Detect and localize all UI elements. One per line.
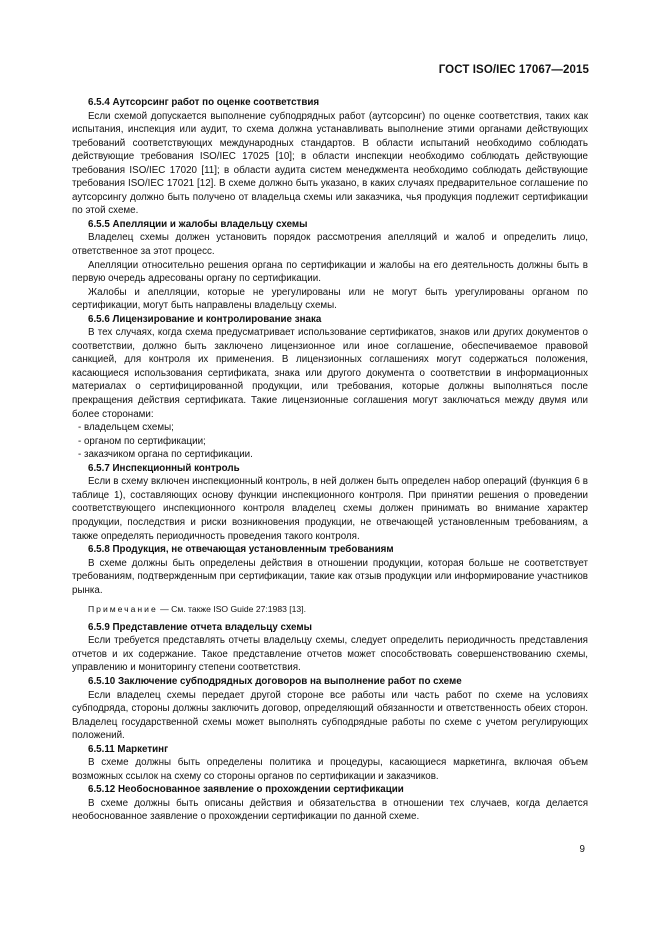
paragraph: В тех случаях, когда схема предусматривает использование сертификатов, знаков или других документов о соответствии, должно быть заключено лицензионное или иное соглашение, обеспечиваемое правовой санкцией, для контроля их применения. В лицензионных соглашениях могут содержаться положения, касающиеся использования сертификата, знака или другого документа о соответствии в информационных материалах о сертифицированной продукции, или требования, которые должны выполняться после прекращения действия сертификата. Такие лицензионные соглашения могут заключаться между двумя или более сторонами: <box>72 327 588 420</box>
note-text: — См. также ISO Guide 27:1983 [13]. <box>157 604 306 615</box>
section-heading-6-5-10: 6.5.10 Заключение субподрядных договоров на выполнение работ по схеме <box>88 675 462 687</box>
paragraph: Если в схему включен инспекционный контроль, в ней должен быть определен набор операций (функция 6 в таблице 1), составляющих основу функции инспекционного контроля. При принятии решения о проведении соответствующего инспекционного контроля владелец схемы должен принимать во внимание характер продукции, последствия и риски возникновения продукции, не отвечающей установленным требованиям, а также определять периодичность проведения такого контроля. <box>72 476 588 542</box>
paragraph: Владелец схемы должен установить порядок рассмотрения апелляций и жалоб и определить лицо, ответственное за этот процесс. <box>72 232 588 258</box>
paragraph: В схеме должны быть определены действия в отношении продукции, которая больше не соответствует требованиям, подтвержденным при сертификации, такие как отзыв продукции или информирование участников рынка. <box>72 557 588 596</box>
paragraph: Апелляции относительно решения органа по сертификации и жалобы на его деятельность должны быть в первую очередь адресованы органу по сертификации. <box>72 259 588 285</box>
list-item: - владельцем схемы; <box>72 421 588 435</box>
section-heading-6-5-12: 6.5.12 Необоснованное заявление о прохождении сертификации <box>88 784 404 796</box>
note-label: Примечание <box>88 604 158 615</box>
page-number: 9 <box>579 844 585 855</box>
paragraph: В схеме должны быть описаны действия и обязательства в отношении тех случаев, когда делается необоснованное заявление о прохождении сертификации по данной схеме. <box>72 797 588 823</box>
section-heading-6-5-7: 6.5.7 Инспекционный контроль <box>88 462 240 474</box>
list-item: - заказчиком органа по сертификации. <box>72 448 588 462</box>
section-heading-6-5-11: 6.5.11 Маркетинг <box>88 743 169 755</box>
paragraph: Жалобы и апелляции, которые не урегулированы или не могут быть урегулированы органом по сертификации, могут быть направлены владельцу схемы. <box>72 286 588 312</box>
parties-list <box>72 421 588 462</box>
section-heading-6-5-4: 6.5.4 Аутсорсинг работ по оценке соответствия <box>88 97 320 108</box>
note <box>72 603 588 617</box>
section-heading-6-5-5: 6.5.5 Апелляции и жалобы владельцу схемы <box>88 218 308 230</box>
paragraph: Если схемой допускается выполнение субподрядных работ (аутсорсинг) по оценке соответствия, таких как испытания, инспекция или аудит, то схема должна устанавливать выполнение этими органами действующих требований соответствующих международных стандартов. В области испытаний необходимо соблюдать действующие требования ISO/IEC 17025 [10]; в области инспекции необходимо соблюдать действующие требования ISO/IEC 17020 [11]; в области аудита систем менеджмента необходимо соблюдать действующие требования ISO/IEC 17021 [12]. В схеме должно быть указано, в каких случаях предварительное соглашение по аутсорсингу должно быть получено от владельца схемы или заказчика, чья продукция подлежит сертификации по этой схеме. <box>72 110 588 217</box>
paragraph: Если требуется представлять отчеты владельцу схемы, следует определить периодичность представления отчетов и их содержание. Такое представление отчетов может способствовать совершенствованию схемы, управлению и мониторингу степени соответствия. <box>72 635 588 674</box>
section-heading-6-5-6: 6.5.6 Лицензирование и контролирование знака <box>88 313 322 325</box>
paragraph: В схеме должны быть определены политика и процедуры, касающиеся маркетинга, включая объем возможных ссылок на схему со стороны органов по сертификации и заказчиков. <box>72 757 588 782</box>
section-heading-6-5-8: 6.5.8 Продукция, не отвечающая установленным требованиям <box>88 544 394 556</box>
section-heading-6-5-9: 6.5.9 Представление отчета владельцу схемы <box>88 621 312 633</box>
list-item: - органом по сертификации; <box>72 435 588 449</box>
paragraph: Если владелец схемы передает другой стороне все работы или часть работ по схеме на условиях субподряда, стороны должны заключить договор, определяющий обязанности и ответственность обеих сторон. Владелец государственной схемы может выполнять субподрядные работы по схеме с учетом регулирующих положений. <box>72 689 588 742</box>
document-id-header: ГОСТ ISO/IEC 17067—2015 <box>438 64 589 76</box>
document-body <box>72 96 588 824</box>
